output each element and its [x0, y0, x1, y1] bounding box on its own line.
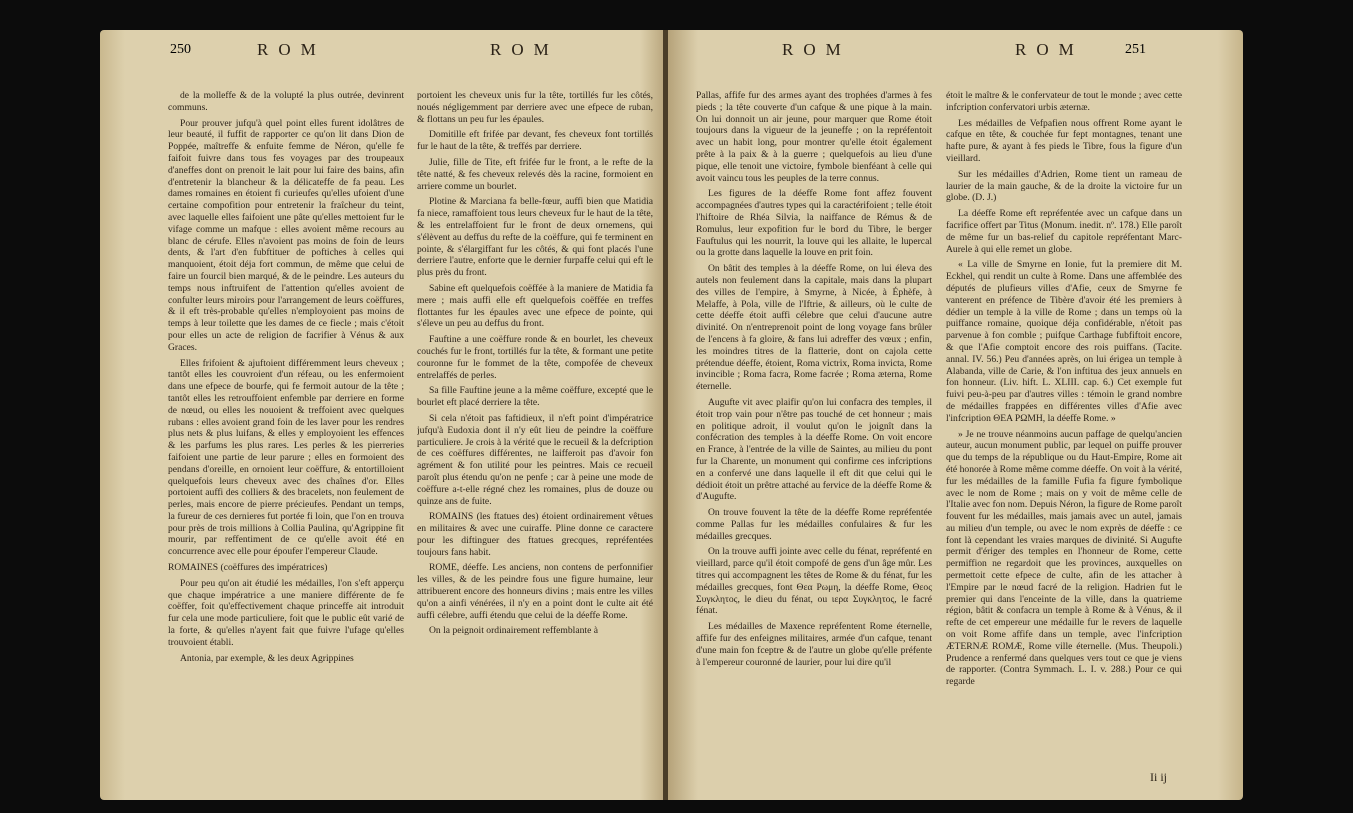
left-column-1 — [168, 90, 404, 750]
left-header-left: ROM — [257, 40, 326, 59]
paragraph: Pour peu qu'on ait étudié les médailles, l'on s'eft apperçu que chaque impératrice a une maniere différente de fe coëffer, foit qu'effectivement chaque princeffe ait introduit fur cela une mode particuliere, foit que le public eût varié de la forte, & qu'elles n'ayent fait que fuivre l'ufage qu'elles trouvoient établi. — [168, 577, 404, 648]
paragraph: La déeffe Rome eft repréfentée avec un cafque dans un facrifice offert par Titus (Monum. inedit. nº. 178.) Elle paroît de même fur un bas-relief du capitole repréfentant Marc-Aurele à qui elle remet un globe. — [946, 208, 1182, 255]
paragraph: Augufte vit avec plaifir qu'on lui confacra des temples, il étoit trop vain pour n'être pas touché de cet honneur ; mais en politique adroit, il voulut qu'on le joignît dans la confécration des temples à la déeffe Rome. On voit encore en France, à l'entrée de la ville de Saintes, au milieu du pont fur la Charente, un monument qui confirme ces infcriptions en a confervé une dans laquelle il eft dit que celui qui le dédioit étoit un prêtre attaché au fervice de la déeffe Rome & d'Augufte. — [696, 396, 932, 503]
paragraph: Les figures de la déeffe Rome font affez fouvent accompagnées d'autres types qui la caractérifoient ; telle étoit l'hiftoire de Rhéa Silvia, la naiffance de Rémus & de Romulus, leur expofition fur le bord du Tibre, le berger Fauftulus qui les nourrit, la louve qui les allaite, le lupercal ou la grotte dans laquelle la louve en prit foin. — [696, 188, 932, 259]
paragraph: « La ville de Smyrne en Ionie, fut la premiere dit M. Eckhel, qui rendit un culte à Rome. Dans une affemblée des députés de plufieurs villes d'Afie, ceux de Smyrne fe vanterent en préfence de Tibère d'avoir été les premiers à dédier un temple à la ville de Rome ; dans un temps où la puiffance romaine, quoique déja confidérable, n'étoit pas parvenue à fon comble ; puifque Carthage fubfiftoit encore, & que l'Afie comptoit encore des rois puiffans. (Tacite. annal. IV. 56.) Peu d'années après, on lui érigea un temple à Alabanda, ville de Carie, & l'on inftitua des jeux annuels en fon honneur. (Liv. hift. L. XLIII. cap. 6.) Cet exemple fut fuivi peu-à-peu par d'autres villes : témoin le grand nombre de médailles frappées en différentes villes d'Afie avec l'infcription ΘΕΑ ΡΩΜΗ, la déeffe Rome. » — [946, 259, 1182, 424]
paragraph: On la peignoit ordinairement reffemblante à — [429, 625, 598, 637]
paragraph: étoit le maître & le confervateur de tout le monde ; avec cette infcription confervatori urbis æternæ. — [946, 90, 1182, 113]
paragraph: Pallas, affife fur des armes ayant des trophées d'armes à fes pieds ; la tête couverte d'un cafque & une pique à la main. On lui donnoit un air jeune, pour marquer que Rome étoit toujours dans la vigueur de la jeuneffe ; on la repréfentoit avec un habit long, pour montrer qu'elle étoit également prête à la paix & à la guerre ; quelquefois au lieu d'une pique, elle tenoit une victoire, fymbole bienféant à celle qui avoit vaincu tous les peuples de la terre connus. — [696, 90, 932, 184]
paragraph: Les médailles de Maxence repréfentent Rome éternelle, affife fur des enfeignes militaires, armée d'un cafque, tenant d'une main fon fceptre & de l'autre un globe qu'elle préfente à l'empereur couronné de laurier, pour lui dire qu'il — [696, 621, 932, 668]
paragraph: Plotine & Marciana fa belle-fœur, auffi bien que Matidia fa niece, ramaffoient tous leurs cheveux fur le haut de la tête, & les entrelaffoient fur le front de deux ornemens, qui s'élèvent au deffus du refte de la coëffure, qui fe terminent en pointe, & s'élargiffant fur les côtés, & qui font placés l'une derriere l'autre, enforte que le dernier furpaffe celui qui eft le plus près du front. — [417, 196, 653, 279]
right-page-number: 251 — [1125, 42, 1146, 57]
paragraph: Si cela n'étoit pas faftidieux, il n'eft point d'impératrice jufqu'à Eudoxia dont il n'y eût lieu de peindre la coëffure particuliere. Je crois à la vérité que le recueil & la defcription de ces coëffures différentes, ne laifferoit pas d'avoir fon agrément & fon utilité pour les peintres. Mais ce recueil paroît plus étendu qu'on ne penfe ; car à peine une mode de coëffure a-t-elle régné chez les romaines, plus de douze ou quinze ans de fuite. — [417, 412, 653, 507]
paragraph: Domitille eft frifée par devant, fes cheveux font tortillés fur le haut de la tête, & treffés par derriere. — [417, 129, 653, 153]
paragraph: Sa fille Fauftine jeune a la même coëffure, excepté que le bourlet eft placé derriere la tête. — [417, 385, 653, 409]
right-column-1 — [696, 90, 932, 750]
paragraph: Antonia, par exemple, & les deux Agrippines — [180, 652, 354, 664]
paragraph: Sabine eft quelquefois coëffée à la maniere de Matidia fa mere ; mais auffi elle eft quelquefois coëffée en treffes flottantes fur les épaules avec une efpece de pointe, qui s'éleve un peu au deffus du front. — [417, 282, 653, 330]
paragraph: Elles frifoient & ajuftoient différemment leurs cheveux ; tantôt elles les couvroient d'un réfeau, ou les enfermoient dans une efpece de bourfe, qui fe fermoit autour de la tête ; tantôt elles les retrouffoient enfemble par derriere en forme de nœud, ou elles les nouoient & treffoient avec quelques rubans : elles avoient grand foin de les laver pour les rendres plus nets & plus luifans, & elles y employoient les effences & les parfums les plus rares. Les perles & les pierreries faifoient une partie de leur parure ; elles en formoient des pendans d'oreille, en ornoient leur coëffure, & entortilloient quelquefois leurs cheveux avec des chaînes d'or. Elles portoient auffi des colliers & des bracelets, non feulement de perles, mais encore de pierre précieufes. Pendant un temps, la fureur de ces dernieres fut portée fi loin, que l'on en trouva pour près de trois millions à Collia Paulina, qu'Agrippine fit mourir, par reffentiment de ce qu'elle avoit été en concurrence avec elle pour époufer l'empereur Claude. — [168, 357, 404, 558]
paragraph: » Je ne trouve néanmoins aucun paffage de quelqu'ancien auteur, aucun monument public, par lequel on puiffe prouver que du temps de la république ou du Haut-Empire, Rome ait été honorée à Rome même comme déeffe. On voit à la vérité, fur les médailles de la famille Fufia fa figure fymbolique avec le nom de Rome ; mais on y voit de même celle de l'Italie avec fon nom. Depuis Néron, la figure de Rome paroît fouvent fur les médailles, mais jamais avec un autel, jamais au milieu d'un temple, ou avec le nom exprès de déeffe : ce font là cependant les vraies marques de divinité. Si Augufte permit d'ériger des temples en l'honneur de Rome, cette permiffion ne regardoit que les provinces, auxquelles on permettoit cette efpece de culte, afin de les attacher à l'Empire par le nœud facré de la religion. Hadrien fut le premier qui dans l'enceinte de la ville, dans la quatrieme région, bâtit & confacra un temple à Rome & à Vénus, & il refte de cet empereur une médaille fur le revers de laquelle on voit Rome affife dans un temple, avec l'infcription ÆTERNÆ ROMÆ, Rome ville éternelle. (Mus. Theupoli.) Prudence a renfermé dans quelques vers tout ce que je viens de rapporter. (Contra Symmach. L. I. v. 288.) Pour ce qui regarde — [946, 428, 1182, 688]
right-header-right: ROM — [1015, 40, 1084, 59]
paragraph: de la molleffe & de la volupté la plus outrée, devinrent communs. — [168, 90, 404, 113]
paragraph: ROMAINS (les ftatues des) étoient ordinairement vêtues en militaires & avec une cuiraffe. Pline donne ce caractere pour les diftinguer des ftatues grecques, repréfentées toujours fans habit. — [417, 511, 653, 558]
paragraph: Pour prouver jufqu'à quel point elles furent idolâtres de leur beauté, il fuffit de rapporter ce qu'on lit dans Dion de Poppée, maîtreffe & enfuite femme de Néron, qu'elle fe faifoit fuivre dans tous fes voyages par des troupeaux d'aneffes dont on prenoit le lait pour lui faire des bains, afin d'entretenir la blancheur & la délicateffe de fa peau. Les dames romaines en étoient fi curieufes qu'elles ufoient d'une certaine compofition pour entretenir la fraîcheur du teint, avec laquelle elles faifoient une pâte qu'elles mettoient fur le vifage comme un mafque : elles avoient même recours au blanc de cérufe. Elles n'avoient pas moins de foin de leurs dents, & l'art d'en fubftituer de poftiches à celles qui manquoient, étoit déja fort commun, de même que celui de faire un fourcil bien marqué, & de le peindre. Les auteurs du temps nous inftruifent de l'attention qu'elles avoient de confulter leurs miroirs pour l'arrangement de leurs coëffures, & il eft très-probable qu'elles n'employoient pas moins de temps à leur toilette que les dames de ce fiecle ; mais c'étoit pour elles un acte de religion de facrifier à Vénus & aux Graces. — [168, 117, 404, 353]
right-header-left: ROM — [782, 40, 851, 59]
paragraph: Julie, fille de Tite, eft frifée fur le front, a le refte de la tête natté, & fes cheveux relevés dès la racine, formoient en arriere comme un bourlet. — [417, 156, 653, 192]
left-page-number: 250 — [170, 42, 191, 57]
paragraph: portoient les cheveux unis fur la tête, tortillés fur les côtés, noués négligemment par derriere avec une efpece de ruban, & flottans un peu fur les épaules. — [417, 90, 653, 125]
right-column-2 — [946, 90, 1182, 750]
paragraph: On trouve fouvent la tête de la déeffe Rome repréfentée comme Pallas fur les médailles confulaires & fur les médailles grecques. — [696, 507, 932, 542]
paragraph: On la trouve auffi jointe avec celle du fénat, repréfenté en vieillard, parce qu'il étoit compofé de gens d'un âge mûr. Les titres qui accompagnent les têtes de Rome & du fénat, fur les médailles grecques, font Θεα Ρωμη, la déeffe Rome, Θεος Συγκλητος, le dieu du fénat, ou ιερα Συγκλητος, le facré fénat. — [696, 546, 932, 617]
paragraph: On bâtit des temples à la déeffe Rome, on lui éleva des autels non feulement dans la capitale, mais dans la plupart des villes de l'empire, à Smyrne, à Nicée, à Éphèfe, à Melaffe, à Pola, ville de l'Iftrie, & ailleurs, où le culte de cette déeffe étoit auffi célebre que celui d'aucune autre divinité. On n'entreprenoit point de long voyage fans brûler de l'encens à fa gloire, & fans lui adreffer des vœux ; enfin, les moindres titres de la flatterie, dont on cajola cette prétendue déeffe, étoient, Roma victrix, Roma invicta, Rome invincible ; Roma facra, Rome facrée ; Roma æterna, Rome éternelle. — [696, 263, 932, 393]
left-header-right: ROM — [490, 40, 559, 59]
paragraph: Sur les médailles d'Adrien, Rome tient un rameau de laurier de la main gauche, & de la droite la victoire fur un globe. (D. J.) — [946, 168, 1182, 204]
signature-mark: Ii ij — [1150, 770, 1167, 784]
left-column-2 — [417, 90, 653, 750]
paragraph: Fauftine a une coëffure ronde & en bourlet, les cheveux couchés fur le front, tortillés fur la tête, & formant une petite couronne fur le fommet de la tête, compofée de cheveux entrelaffés de perles. — [417, 334, 653, 381]
paragraph: Les médailles de Vefpafien nous offrent Rome ayant le cafque en tête, & couchée fur fept montagnes, tenant une hafte pure, & ayant à fes pieds le Tibre, fous la figure d'un vieillard. — [946, 117, 1182, 164]
paragraph: ROME, déeffe. Les anciens, non contens de perfonnifier les villes, & de les peindre fous une figure humaine, leur attribuerent encore des honneurs divins ; mais entre les villes qu'on a ainfi vénérées, il n'y en a point dont le culte ait été auffi célebre, auffi étendu que celui de la déeffe Rome. — [417, 562, 653, 621]
section-heading: ROMAINES (coëffures des impératrices) — [168, 562, 328, 574]
